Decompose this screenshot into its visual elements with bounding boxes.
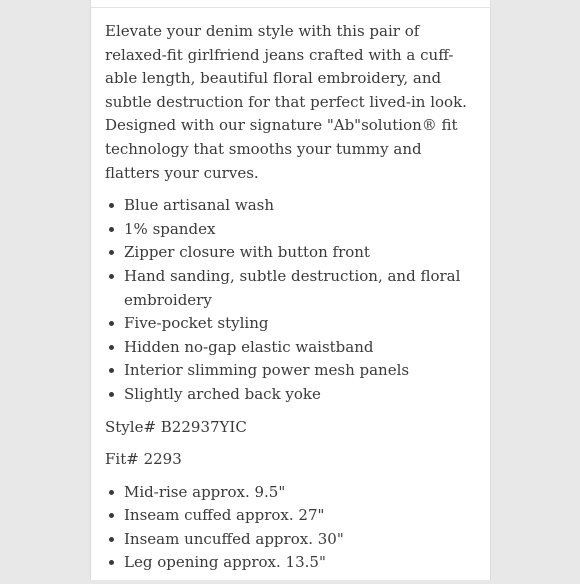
measurement-item: Inseam uncuffed approx. 30"	[105, 528, 477, 552]
measurement-item: Mid-rise approx. 9.5"	[105, 481, 477, 505]
bullet-icon	[109, 490, 114, 495]
measurement-item: Inseam cuffed approx. 27"	[105, 504, 477, 528]
top-divider	[91, 7, 490, 8]
bullet-icon	[109, 274, 114, 279]
description-content	[105, 20, 477, 584]
feature-item: Five-pocket styling	[105, 312, 477, 336]
bullet-icon	[109, 203, 114, 208]
measurement-item: Leg opening approx. 13.5"	[105, 551, 477, 575]
bullet-icon	[109, 345, 114, 350]
product-description-card	[90, 0, 491, 580]
feature-item: Hand sanding, subtle destruction, and floral embroidery	[105, 265, 477, 312]
feature-item: Hidden no-gap elastic waistband	[105, 336, 477, 360]
bullet-icon	[109, 321, 114, 326]
bullet-icon	[109, 513, 114, 518]
measurements-list	[105, 481, 477, 575]
bullet-icon	[109, 560, 114, 565]
feature-item: Zipper closure with button front	[105, 241, 477, 265]
bullet-icon	[109, 250, 114, 255]
bullet-icon	[109, 368, 114, 373]
fit-number: Fit# 2293	[105, 450, 182, 469]
bullet-icon	[109, 537, 114, 542]
feature-item: Blue artisanal wash	[105, 194, 477, 218]
bullet-icon	[109, 392, 114, 397]
bullet-icon	[109, 227, 114, 232]
features-list	[105, 194, 477, 406]
description-paragraph: Elevate your denim style with this pair of relaxed-fit girlfriend jeans crafted with a cuff-able length, beautiful floral embroidery, and subtle destruction for that perfect lived-in look. Designed with our signature "Ab"solution® fit technology that smooths your tummy and flatters your curves.	[105, 22, 467, 182]
feature-item: 1% spandex	[105, 218, 477, 242]
style-number: Style# B22937YIC	[105, 417, 247, 436]
feature-item: Slightly arched back yoke	[105, 383, 477, 407]
feature-item: Interior slimming power mesh panels	[105, 359, 477, 383]
